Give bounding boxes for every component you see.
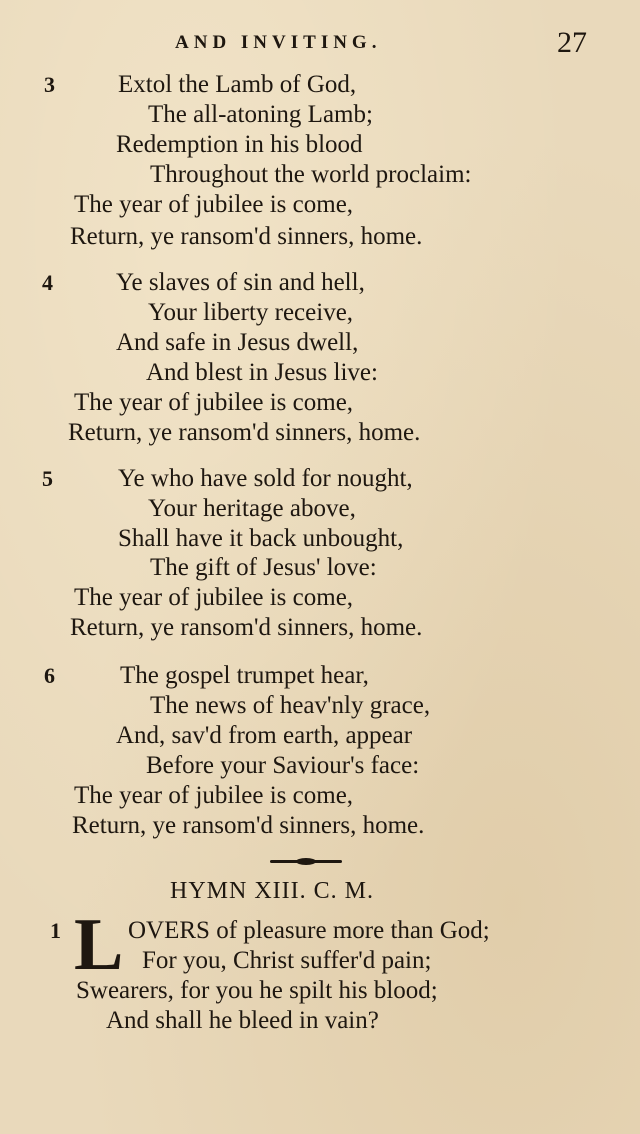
- verse-line: Ye who have sold for nought,: [118, 465, 413, 492]
- verse-line: Swearers, for you he spilt his blood;: [76, 977, 438, 1004]
- verse-line: The year of jubilee is come,: [74, 191, 354, 218]
- verse-line: And shall he bleed in vain?: [106, 1007, 379, 1034]
- verse-line: The gift of Jesus' love:: [150, 554, 377, 581]
- verse-line: The year of jubilee is come,: [74, 389, 354, 416]
- verse-line: Your heritage above,: [148, 495, 356, 522]
- stanza-number: 1: [50, 918, 61, 943]
- verse-line: The gospel trumpet hear,: [120, 662, 369, 689]
- ornamental-divider: [270, 860, 342, 863]
- verse-line: The news of heav'nly grace,: [150, 692, 431, 719]
- verse-line: Before your Saviour's face:: [146, 752, 420, 779]
- running-title: AND INVITING.: [175, 32, 382, 53]
- stanza-number: 4: [42, 270, 53, 295]
- verse-line: And safe in Jesus dwell,: [116, 329, 359, 356]
- verse-line: Return, ye ransom'd sinners, home.: [68, 419, 421, 446]
- verse-line: Return, ye ransom'd sinners, home.: [70, 223, 423, 250]
- stanza-number: 3: [44, 72, 55, 97]
- verse-line: Return, ye ransom'd sinners, home.: [70, 614, 423, 641]
- verse-line: Shall have it back unbought,: [118, 525, 404, 552]
- verse-line: Throughout the world proclaim:: [150, 161, 472, 188]
- verse-line: And, sav'd from earth, appear: [116, 722, 413, 749]
- verse-line: The all-atoning Lamb;: [148, 101, 373, 128]
- verse-line: Redemption in his blood: [116, 131, 363, 158]
- drop-cap: L: [74, 904, 124, 986]
- verse-line: Extol the Lamb of God,: [118, 71, 357, 98]
- verse-line: Your liberty receive,: [148, 299, 354, 326]
- verse-line: The year of jubilee is come,: [74, 584, 354, 611]
- stanza-number: 5: [42, 466, 53, 491]
- page-number: 27: [557, 26, 587, 59]
- page-header: [0, 28, 640, 58]
- verse-line: Ye slaves of sin and hell,: [116, 269, 365, 296]
- stanza-number: 6: [44, 663, 55, 688]
- hymn-title: HYMN XIII. C. M.: [170, 878, 374, 904]
- verse-line: OVERS of pleasure more than God;: [128, 917, 490, 944]
- verse-line: Return, ye ransom'd sinners, home.: [72, 812, 425, 839]
- verse-line: The year of jubilee is come,: [74, 782, 354, 809]
- verse-line: For you, Christ suffer'd pain;: [142, 947, 432, 974]
- verse-line: And blest in Jesus live:: [146, 359, 378, 386]
